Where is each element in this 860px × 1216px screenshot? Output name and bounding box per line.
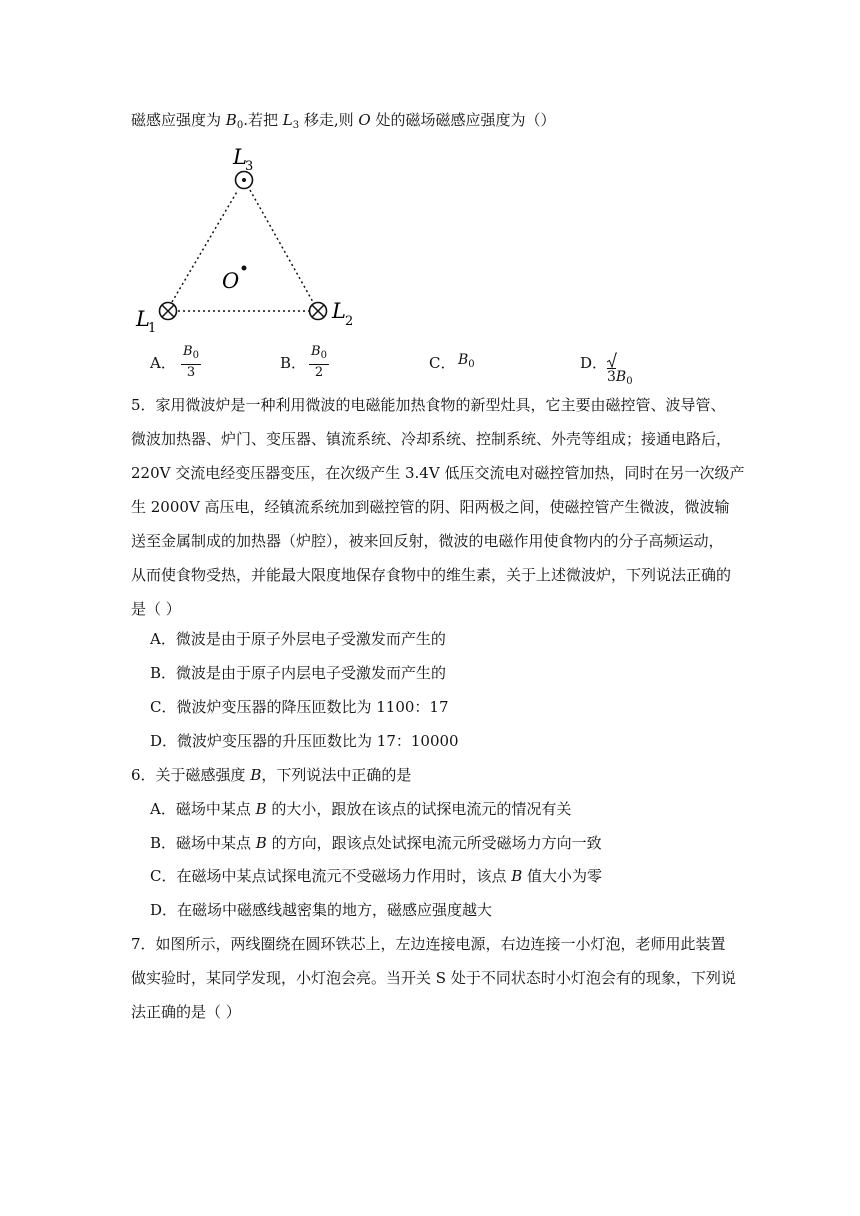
sqrt-sign-icon bbox=[607, 352, 617, 368]
q6-stem: 6．关于磁感强度 B，下列说法中正确的是 bbox=[131, 766, 412, 784]
q5-option-b: B．微波是由于原子内层电子受激发而产生的 bbox=[150, 664, 447, 682]
q5-option-c: C．微波炉变压器的降压匝数比为 1100：17 bbox=[150, 698, 449, 716]
q6-option-a: A．磁场中某点 B 的大小，跟放在该点的试探电流元的情况有关 bbox=[150, 800, 572, 818]
label-o: O bbox=[222, 269, 240, 293]
exam-page: 磁感应强度为 $B_0$.若把 $L_3$ 移走,则 O 处的磁场磁感应强度为（） L 3 L 1 L 2 O A． $\frac{B_0}{3}$ B． $\frac{B_0}{2}$ C． $B_0$ D． $3B_0$ 5．家用微波炉是一种利用微波的电磁能加热食物的新型灶具，它主要由磁控管、波导管、 微波加热器、炉门、变压器、镇流系统、冷却系统、控制系统、外壳等组成；接通电路后， 220V 交流电经变压器变压，在次级产生 3.4V 低压交流电对磁控管加热，同时在另一次级产 生 2000V 高压电，经镇流系统加到磁控管的阴、阳两极之间，使磁控管产生微波，微波输 送至金属制成的加热器（炉腔），被来回反射，微波的电磁作用使食物内的分子高频运动， 从而使食物受热，并能最大限度地保存食物中的维生素，关于上述微波炉，下列说法正确的 是（ ） A．微波是由于原子外层电子受激发而产生的 B．微波是由于原子内层电子受激发而产生的 C．微波炉变压器的降压匝数比为 1100：17 D．微波炉变压器的升压匝数比为 17：10000 6．关于磁感强度 B，下列说法中正确的是 A．磁场中某点 B 的大小，跟放在该点的试探电流元的情况有关 B．磁场中某点 B 的方向，跟该点处试探电流元所受磁场力方向一致 C．在磁场中某点试探电流元不受磁场力作用时，该点 B 值大小为零 D．在磁场中磁感线越密集的地方，磁感应强度越大 7．如图所示，两线圈绕在圆环铁芯上，左边连接电源，右边连接一小灯泡，老师用此装置 做实验时，某同学发现，小灯泡会亮。当开关 S 处于不同状态时小灯泡会有的现象，下列说 法正确的是（ ） bbox=[0, 0, 860, 1216]
label-l2-sub: 2 bbox=[345, 314, 354, 329]
label-l3: L bbox=[233, 145, 247, 169]
wire-l3-out-of-page-icon bbox=[236, 172, 253, 189]
q5-stem-line-6: 从而使食物受热，并能最大限度地保存食物中的维生素，关于上述微波炉，下列说法正确的 bbox=[131, 566, 732, 584]
q5-stem-line-2: 微波加热器、炉门、变压器、镇流系统、冷却系统、控制系统、外壳等组成；接通电路后， bbox=[131, 430, 732, 448]
q7-stem-line-3: 法正确的是（ ） bbox=[131, 1003, 241, 1021]
wire-l2-into-page-icon bbox=[310, 303, 327, 320]
q5-stem-line-3: 220V 交流电经变压器变压，在次级产生 3.4V 低压交流电对磁控管加热，同时在另一次级产 bbox=[131, 464, 745, 482]
wire-link-l3-l2 bbox=[250, 190, 313, 302]
label-l1: L bbox=[136, 307, 150, 331]
triangle-wire-figure bbox=[120, 140, 380, 340]
fraction-b0-over-2: $\frac{B_0}{2}$ bbox=[311, 344, 327, 380]
q5-stem-line-4: 生 2000V 高压电，经镇流系统加到磁控管的阴、阳两极之间，使磁控管产生微波，微波输 bbox=[131, 498, 730, 516]
q4-stem-tail: 磁感应强度为 $B_0$.若把 $L_3$ 移走,则 O 处的磁场磁感应强度为（） bbox=[131, 111, 556, 131]
q7-stem-line-2: 做实验时，某同学发现，小灯泡会亮。当开关 S 处于不同状态时小灯泡会有的现象，下列说 bbox=[131, 969, 736, 987]
q5-option-d: D．微波炉变压器的升压匝数比为 17：10000 bbox=[150, 732, 459, 750]
q6-option-c: C．在磁场中某点试探电流元不受磁场力作用时，该点 B 值大小为零 bbox=[150, 867, 603, 885]
label-l3-sub: 3 bbox=[245, 159, 254, 174]
q5-option-a: A．微波是由于原子外层电子受激发而产生的 bbox=[150, 630, 446, 648]
label-l1-sub: 1 bbox=[148, 321, 157, 336]
q5-stem-line-7: 是（ ） bbox=[131, 600, 181, 618]
q7-stem-line-1: 7．如图所示，两线圈绕在圆环铁芯上，左边连接电源，右边连接一小灯泡，老师用此装置 bbox=[131, 935, 726, 953]
q5-stem-line-1: 5．家用微波炉是一种利用微波的电磁能加热食物的新型灶具，它主要由磁控管、波导管、 bbox=[131, 396, 726, 414]
q5-stem-line-5: 送至金属制成的加热器（炉腔），被来回反射，微波的电磁作用使食物内的分子高频运动， bbox=[131, 532, 724, 550]
label-l2: L bbox=[332, 299, 346, 323]
center-point-o bbox=[242, 266, 247, 271]
wire-l1-into-page-icon bbox=[160, 303, 177, 320]
fraction-b0-over-3: $\frac{B_0}{3}$ bbox=[183, 344, 199, 380]
q6-option-d: D．在磁场中磁感线越密集的地方，磁感应强度越大 bbox=[150, 901, 493, 919]
q6-option-b: B．磁场中某点 B 的方向，跟该点处试探电流元所受磁场力方向一致 bbox=[150, 834, 602, 852]
